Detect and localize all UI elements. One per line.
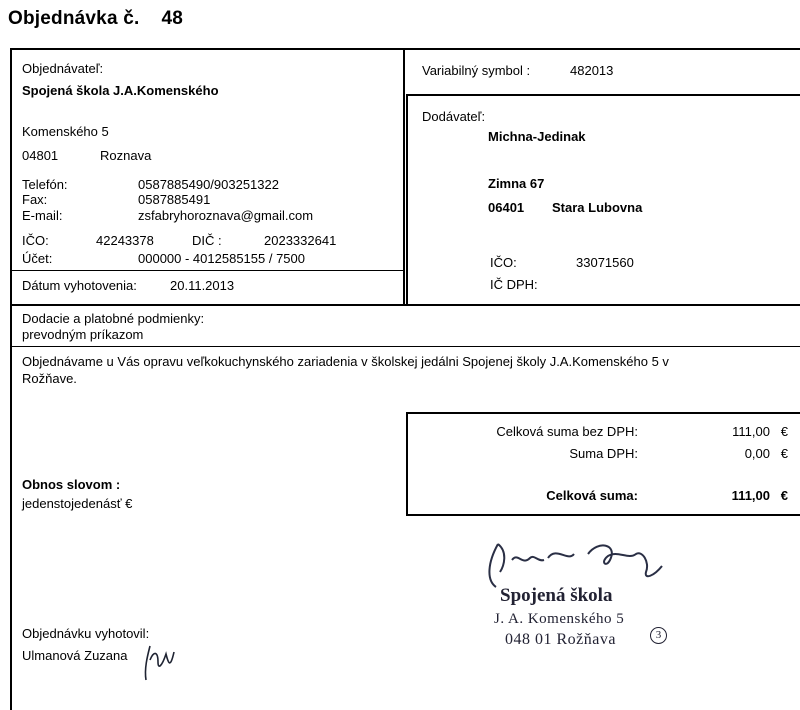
divider-vertical-top bbox=[403, 48, 405, 304]
supplier-zip: 06401 bbox=[488, 200, 525, 215]
stamp-line-2: J. A. Komenského 5 bbox=[494, 611, 625, 627]
supplier-name: Michna-Jedinak bbox=[488, 129, 586, 144]
variable-symbol-label: Variabilný symbol : bbox=[422, 63, 531, 78]
title-label: Objednávka č. bbox=[8, 8, 140, 29]
account-label: Účet: bbox=[22, 251, 53, 266]
orderer-city: Roznava bbox=[100, 148, 152, 163]
in-words-value: jedenstojedenásť € bbox=[22, 496, 133, 511]
vat-currency: € bbox=[780, 446, 788, 461]
supplier-label: Dodávateľ: bbox=[422, 109, 486, 124]
phone-value: 0587885490/903251322 bbox=[138, 177, 279, 192]
supplier-icdph-label: IČ DPH: bbox=[490, 277, 538, 292]
divider-vertical-inner bbox=[406, 94, 408, 304]
email-value: zsfabryhoroznava@gmail.com bbox=[138, 208, 314, 223]
fax-label: Fax: bbox=[22, 192, 48, 207]
signature-icon bbox=[478, 532, 678, 592]
terms-label: Dodacie a platobné podmienky: bbox=[22, 311, 205, 326]
initials-signature-icon bbox=[140, 640, 180, 684]
supplier-city: Stara Lubovna bbox=[552, 200, 643, 215]
net-total-currency: € bbox=[780, 424, 788, 439]
vat-label: Suma DPH: bbox=[569, 446, 638, 461]
grand-total-value: 111,00 bbox=[731, 488, 770, 503]
prepared-by-label: Objednávku vyhotovil: bbox=[22, 626, 150, 641]
orderer-street: Komenského 5 bbox=[22, 124, 109, 139]
divider-terms bbox=[10, 304, 800, 306]
supplier-ico-value: 33071560 bbox=[576, 255, 634, 270]
order-text-line-2: Rožňave. bbox=[22, 371, 77, 386]
net-total-label: Celková suma bez DPH: bbox=[496, 424, 638, 439]
orderer-dic-value: 2023332641 bbox=[264, 233, 337, 248]
fax-value: 0587885491 bbox=[138, 192, 211, 207]
grand-total-currency: € bbox=[780, 488, 788, 503]
net-total-value: 111,00 bbox=[732, 424, 770, 439]
in-words-label: Obnos slovom : bbox=[22, 477, 121, 492]
date-value: 20.11.2013 bbox=[170, 278, 235, 293]
stamp-mark: 3 bbox=[650, 627, 667, 644]
orderer-name: Spojená škola J.A.Komenského bbox=[22, 83, 219, 98]
stamp-line-3: 048 01 Rožňava bbox=[505, 631, 616, 648]
terms-value: prevodným príkazom bbox=[22, 327, 144, 342]
supplier-ico-label: IČO: bbox=[490, 255, 517, 270]
divider-date bbox=[10, 270, 405, 271]
orderer-label: Objednávateľ: bbox=[22, 61, 104, 76]
prepared-by-name: Ulmanová Zuzana bbox=[22, 648, 128, 663]
divider-variable-symbol bbox=[406, 94, 800, 96]
vat-value: 0,00 bbox=[744, 446, 770, 461]
orderer-zip: 04801 bbox=[22, 148, 59, 163]
orderer-ico-value: 42243378 bbox=[96, 233, 154, 248]
email-label: E-mail: bbox=[22, 208, 63, 223]
orderer-dic-label: DIČ : bbox=[192, 233, 222, 248]
variable-symbol-value: 482013 bbox=[570, 63, 614, 78]
order-number: 48 bbox=[161, 8, 183, 29]
phone-label: Telefón: bbox=[22, 177, 68, 192]
supplier-street: Zimna 67 bbox=[488, 176, 545, 191]
order-text-line-1: Objednávame u Vás opravu veľkokuchynského zariadenia v školskej jedálni Spojenej školy J.A.Komenského 5 v bbox=[22, 354, 669, 369]
divider-body bbox=[10, 346, 800, 347]
document-title bbox=[8, 8, 183, 30]
orderer-ico-label: IČO: bbox=[22, 233, 49, 248]
stamp-line-1: Spojená škola bbox=[500, 585, 613, 606]
account-value: 000000 - 4012585155 / 7500 bbox=[138, 251, 305, 266]
grand-total-label: Celková suma: bbox=[546, 488, 638, 503]
date-label: Dátum vyhotovenia: bbox=[22, 278, 137, 293]
